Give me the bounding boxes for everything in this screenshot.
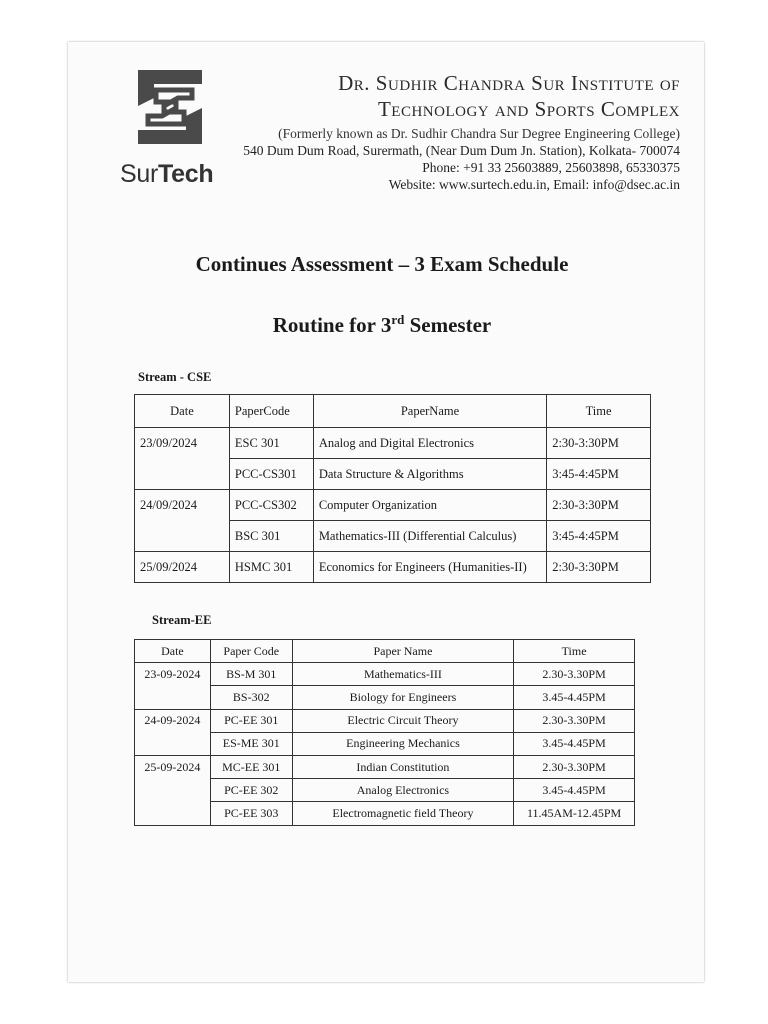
cell-paper-code: MC-EE 301: [210, 755, 292, 778]
address: 540 Dum Dum Road, Surermath, (Near Dum Dum Jn. Station), Kolkata- 700074: [243, 143, 680, 158]
cell-paper-name: Computer Organization: [313, 490, 546, 521]
cell-date: 25-09-2024: [135, 755, 211, 778]
phone: Phone: +91 33 25603889, 25603898, 65330375: [422, 160, 680, 175]
cell-time: 3:45-4:45PM: [547, 521, 651, 552]
cell-paper-code: PCC-CS302: [229, 490, 313, 521]
cse-schedule-table: [134, 394, 651, 583]
cell-date: [135, 802, 211, 825]
cell-paper-code: HSMC 301: [229, 552, 313, 583]
cell-date: 23-09-2024: [135, 663, 211, 686]
table-header-row: [135, 395, 651, 428]
cell-date: [135, 459, 230, 490]
cell-paper-code: ES-ME 301: [210, 732, 292, 755]
institute-name-line2: Technology and Sports Complex: [377, 97, 680, 121]
column-header-paper-name: PaperName: [313, 395, 546, 428]
column-header-date: Date: [135, 640, 211, 663]
cell-date: 25/09/2024: [135, 552, 230, 583]
column-header-time: Time: [514, 640, 635, 663]
cell-paper-code: PC-EE 301: [210, 709, 292, 732]
institute-header: [243, 70, 680, 193]
routine-title: [68, 312, 696, 338]
cell-date: 24/09/2024: [135, 490, 230, 521]
column-header-paper-code: Paper Code: [210, 640, 292, 663]
routine-title-sup: rd: [391, 312, 405, 327]
cell-paper-name: Indian Constitution: [292, 755, 514, 778]
stream-cse-label: Stream - CSE: [138, 370, 212, 384]
cell-date: 23/09/2024: [135, 428, 230, 459]
table-row: [135, 732, 635, 755]
cell-paper-name: Biology for Engineers: [292, 686, 514, 709]
stream-ee-label: Stream-EE: [152, 613, 212, 627]
cell-date: 24-09-2024: [135, 709, 211, 732]
table-row: [135, 755, 635, 778]
table-row: [135, 490, 651, 521]
table-row: [135, 686, 635, 709]
cell-time: 2.30-3.30PM: [514, 709, 635, 732]
column-header-paper-name: Paper Name: [292, 640, 514, 663]
table-row: [135, 802, 635, 825]
table-row: [135, 663, 635, 686]
cell-time: 3:45-4:45PM: [547, 459, 651, 490]
cell-paper-name: Mathematics-III: [292, 663, 514, 686]
surtech-s-logo-icon: [134, 68, 206, 146]
brand-prefix: Sur: [120, 160, 159, 188]
cell-paper-code: ESC 301: [229, 428, 313, 459]
cell-paper-code: BS-M 301: [210, 663, 292, 686]
cell-date: [135, 779, 211, 802]
cell-paper-name: Analog Electronics: [292, 779, 514, 802]
table-row: [135, 552, 651, 583]
cell-date: [135, 521, 230, 552]
table-row: [135, 459, 651, 490]
cell-paper-name: Engineering Mechanics: [292, 732, 514, 755]
table-row: [135, 779, 635, 802]
cell-time: 2.30-3.30PM: [514, 755, 635, 778]
surtech-brand-name: [120, 160, 213, 189]
formerly-known-as: (Formerly known as Dr. Sudhir Chandra Sur Degree Engineering College): [278, 126, 680, 141]
cell-date: [135, 732, 211, 755]
column-header-date: Date: [135, 395, 230, 428]
cell-paper-code: PC-EE 302: [210, 779, 292, 802]
cell-paper-code: PC-EE 303: [210, 802, 292, 825]
cell-paper-name: Analog and Digital Electronics: [313, 428, 546, 459]
cell-paper-name: Economics for Engineers (Humanities-II): [313, 552, 546, 583]
table-row: [135, 709, 635, 732]
cell-paper-code: PCC-CS301: [229, 459, 313, 490]
brand-suffix: Tech: [158, 160, 214, 188]
exam-schedule-title: Continues Assessment – 3 Exam Schedule: [195, 252, 569, 276]
cell-paper-name: Mathematics-III (Differential Calculus): [313, 521, 546, 552]
institute-name-line1: Dr. Sudhir Chandra Sur Institute of: [338, 71, 680, 95]
document-page: [68, 42, 704, 982]
cell-paper-name: Electromagnetic field Theory: [292, 802, 514, 825]
cell-time: 2:30-3:30PM: [547, 552, 651, 583]
cell-paper-name: Electric Circuit Theory: [292, 709, 514, 732]
cell-paper-name: Data Structure & Algorithms: [313, 459, 546, 490]
website-email: Website: www.surtech.edu.in, Email: info@dsec.ac.in: [388, 177, 680, 192]
cell-date: [135, 686, 211, 709]
table-row: [135, 428, 651, 459]
routine-title-suffix: Semester: [404, 313, 492, 337]
table-header-row: [135, 640, 635, 663]
column-header-paper-code: PaperCode: [229, 395, 313, 428]
cell-time: 3.45-4.45PM: [514, 732, 635, 755]
institute-logo: [126, 68, 226, 146]
column-header-time: Time: [547, 395, 651, 428]
routine-title-prefix: Routine for 3: [272, 313, 392, 337]
cell-time: 3.45-4.45PM: [514, 686, 635, 709]
cell-time: 11.45AM-12.45PM: [514, 802, 635, 825]
cell-time: 2:30-3:30PM: [547, 428, 651, 459]
cell-time: 2.30-3.30PM: [514, 663, 635, 686]
cell-time: 2:30-3:30PM: [547, 490, 651, 521]
cell-paper-code: BS-302: [210, 686, 292, 709]
ee-schedule-table: [134, 639, 635, 826]
cell-paper-code: BSC 301: [229, 521, 313, 552]
table-row: [135, 521, 651, 552]
cell-time: 3.45-4.45PM: [514, 779, 635, 802]
